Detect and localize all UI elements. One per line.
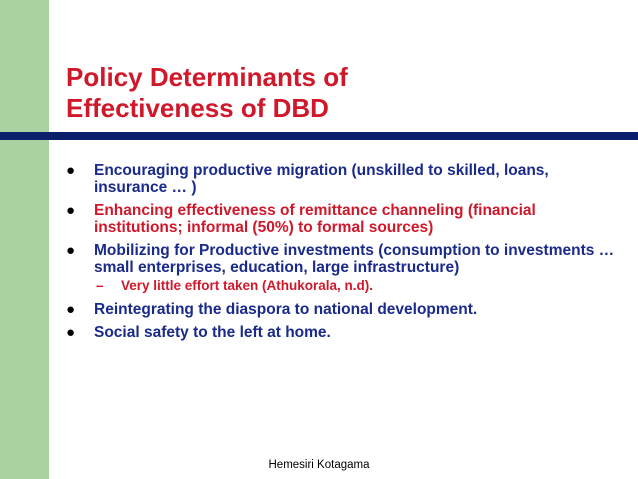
bullet-item [66,324,626,341]
slide-footer: Hemesiri Kotagama [268,459,370,471]
sub-bullet-item [66,277,626,294]
bullet-icon: ● [66,324,76,341]
bullet-item [66,162,626,196]
bullet-item [66,242,626,276]
bullet-icon: ● [66,301,76,318]
bullet-icon: ● [66,202,76,219]
bullet-icon: ● [66,162,76,179]
dash-icon: – [96,278,104,293]
bullet-text: Reintegrating the diaspora to national development. [94,301,478,318]
slide-body [66,162,626,347]
bullet-text: Encouraging productive migration (unskilled to skilled, loans, insurance … ) [94,162,549,196]
title-line-2: Effectiveness of DBD [66,93,329,123]
accent-bar [0,0,49,479]
slide-title [66,62,606,124]
bullet-item [66,301,626,318]
title-line-1: Policy Determinants of [66,62,348,92]
bullet-icon: ● [66,242,76,259]
bullet-item [66,202,626,236]
bullet-text: Social safety to the left at home. [94,324,331,341]
sub-bullet-text: Very little effort taken (Athukorala, n.d). [121,278,374,293]
title-divider [0,132,638,140]
bullet-text: Enhancing effectiveness of remittance channeling (financial institutions; informal (50%) to formal sources) [94,202,536,236]
bullet-text: Mobilizing for Productive investments (consumption to investments … small enterprises, education, large infrastructure) [94,242,615,276]
